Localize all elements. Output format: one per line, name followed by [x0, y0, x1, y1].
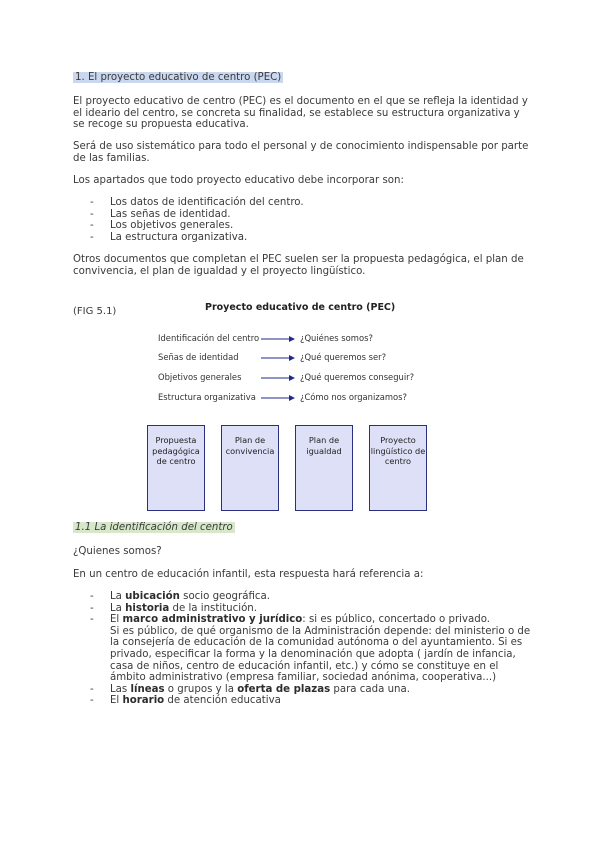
list-item: - El marco administrativo y jurídico: si es público, concertado o privado. Si es público, de qué organismo de la Administración depende: del ministerio o de la consejería de educación de la comunidad autónoma o del ayuntamiento. Si es privado, especificar la forma y la denominación que adopta ( jardín de infancia, casa de niños, centro de educación infantil, etc.) y cómo se constituye en el ámbito administrativo (empresa familiar, sociedad anónima, cooperativa...)	[73, 614, 533, 684]
figure-row	[158, 333, 458, 345]
list-item: - El horario de atención educativa	[73, 695, 533, 707]
figure-row	[158, 392, 458, 404]
subsection-heading: 1.1 La identificación del centro	[75, 522, 233, 533]
figure-row-label: Estructura organizativa	[158, 392, 256, 402]
list-item: - Las señas de identidad.	[73, 209, 533, 221]
list-item-detail: Si es público, de qué organismo de la Administración depende: del ministerio o de la consejería de educación de la comunidad autónoma o del ayuntamiento. Si es privado, especificar la forma y la denominación que adopta ( jardín de infancia, casa de niños, centro de educación infantil, etc.) y cómo se constituye en el ámbito administrativo (empresa familiar, sociedad anónima, cooperativa...)	[110, 625, 531, 684]
subsection-question: ¿Quienes somos?	[73, 546, 162, 557]
figure-box-igualdad: Plan de igualdad	[295, 425, 353, 511]
paragraph-sections-intro: Los apartados que todo proyecto educativo debe incorporar son:	[73, 175, 404, 186]
identification-list	[73, 591, 533, 707]
figure-box-linguistico: Proyecto lingüístico de centro	[369, 425, 427, 511]
paragraph-usage: Será de uso sistemático para todo el personal y de conocimiento indispensable por parte de las familias.	[73, 141, 529, 164]
figure-title: Proyecto educativo de centro (PEC)	[205, 302, 396, 313]
list-item: - Los datos de identificación del centro.	[73, 197, 533, 209]
figure-row-answer: ¿Cómo nos organizamos?	[300, 392, 407, 402]
figure-row-answer: ¿Quiénes somos?	[300, 333, 373, 343]
figure-row-answer: ¿Qué queremos ser?	[300, 352, 387, 362]
paragraph-definition: El proyecto educativo de centro (PEC) es el documento en el que se refleja la identidad y el ideario del centro, se concreta su finalidad, se establece su estructura organizativa y se recoge su propuesta educativa.	[73, 96, 528, 131]
right-arrow-icon	[261, 374, 295, 382]
list-item: - La ubicación socio geográfica.	[73, 591, 533, 603]
subsection-intro: En un centro de educación infantil, esta respuesta hará referencia a:	[73, 569, 424, 580]
section-heading: 1. El proyecto educativo de centro (PEC)	[75, 72, 282, 83]
list-item: - Los objetivos generales.	[73, 220, 533, 232]
right-arrow-icon	[261, 354, 295, 362]
figure-row-answer: ¿Qué queremos conseguir?	[300, 372, 415, 382]
sections-list	[73, 197, 533, 243]
right-arrow-icon	[261, 394, 295, 402]
list-item: - Las líneas o grupos y la oferta de plazas para cada una.	[73, 684, 533, 696]
figure-box-convivencia: Plan de convivencia	[221, 425, 279, 511]
paragraph-other-documents: Otros documentos que completan el PEC suelen ser la propuesta pedagógica, el plan de convivencia, el plan de igualdad y el proyecto lingüístico.	[73, 254, 524, 277]
figure-label: (FIG 5.1)	[73, 306, 117, 317]
figure-row-label: Señas de identidad	[158, 352, 239, 362]
list-item: - La historia de la institución.	[73, 603, 533, 615]
list-item: - La estructura organizativa.	[73, 232, 533, 244]
figure-row-label: Identificación del centro	[158, 333, 260, 343]
right-arrow-icon	[261, 335, 295, 343]
figure-row-label: Objetivos generales	[158, 372, 242, 382]
figure-row	[158, 352, 458, 364]
figure-box-propuesta: Propuesta pedagógica de centro	[147, 425, 205, 511]
figure-row	[158, 372, 458, 384]
